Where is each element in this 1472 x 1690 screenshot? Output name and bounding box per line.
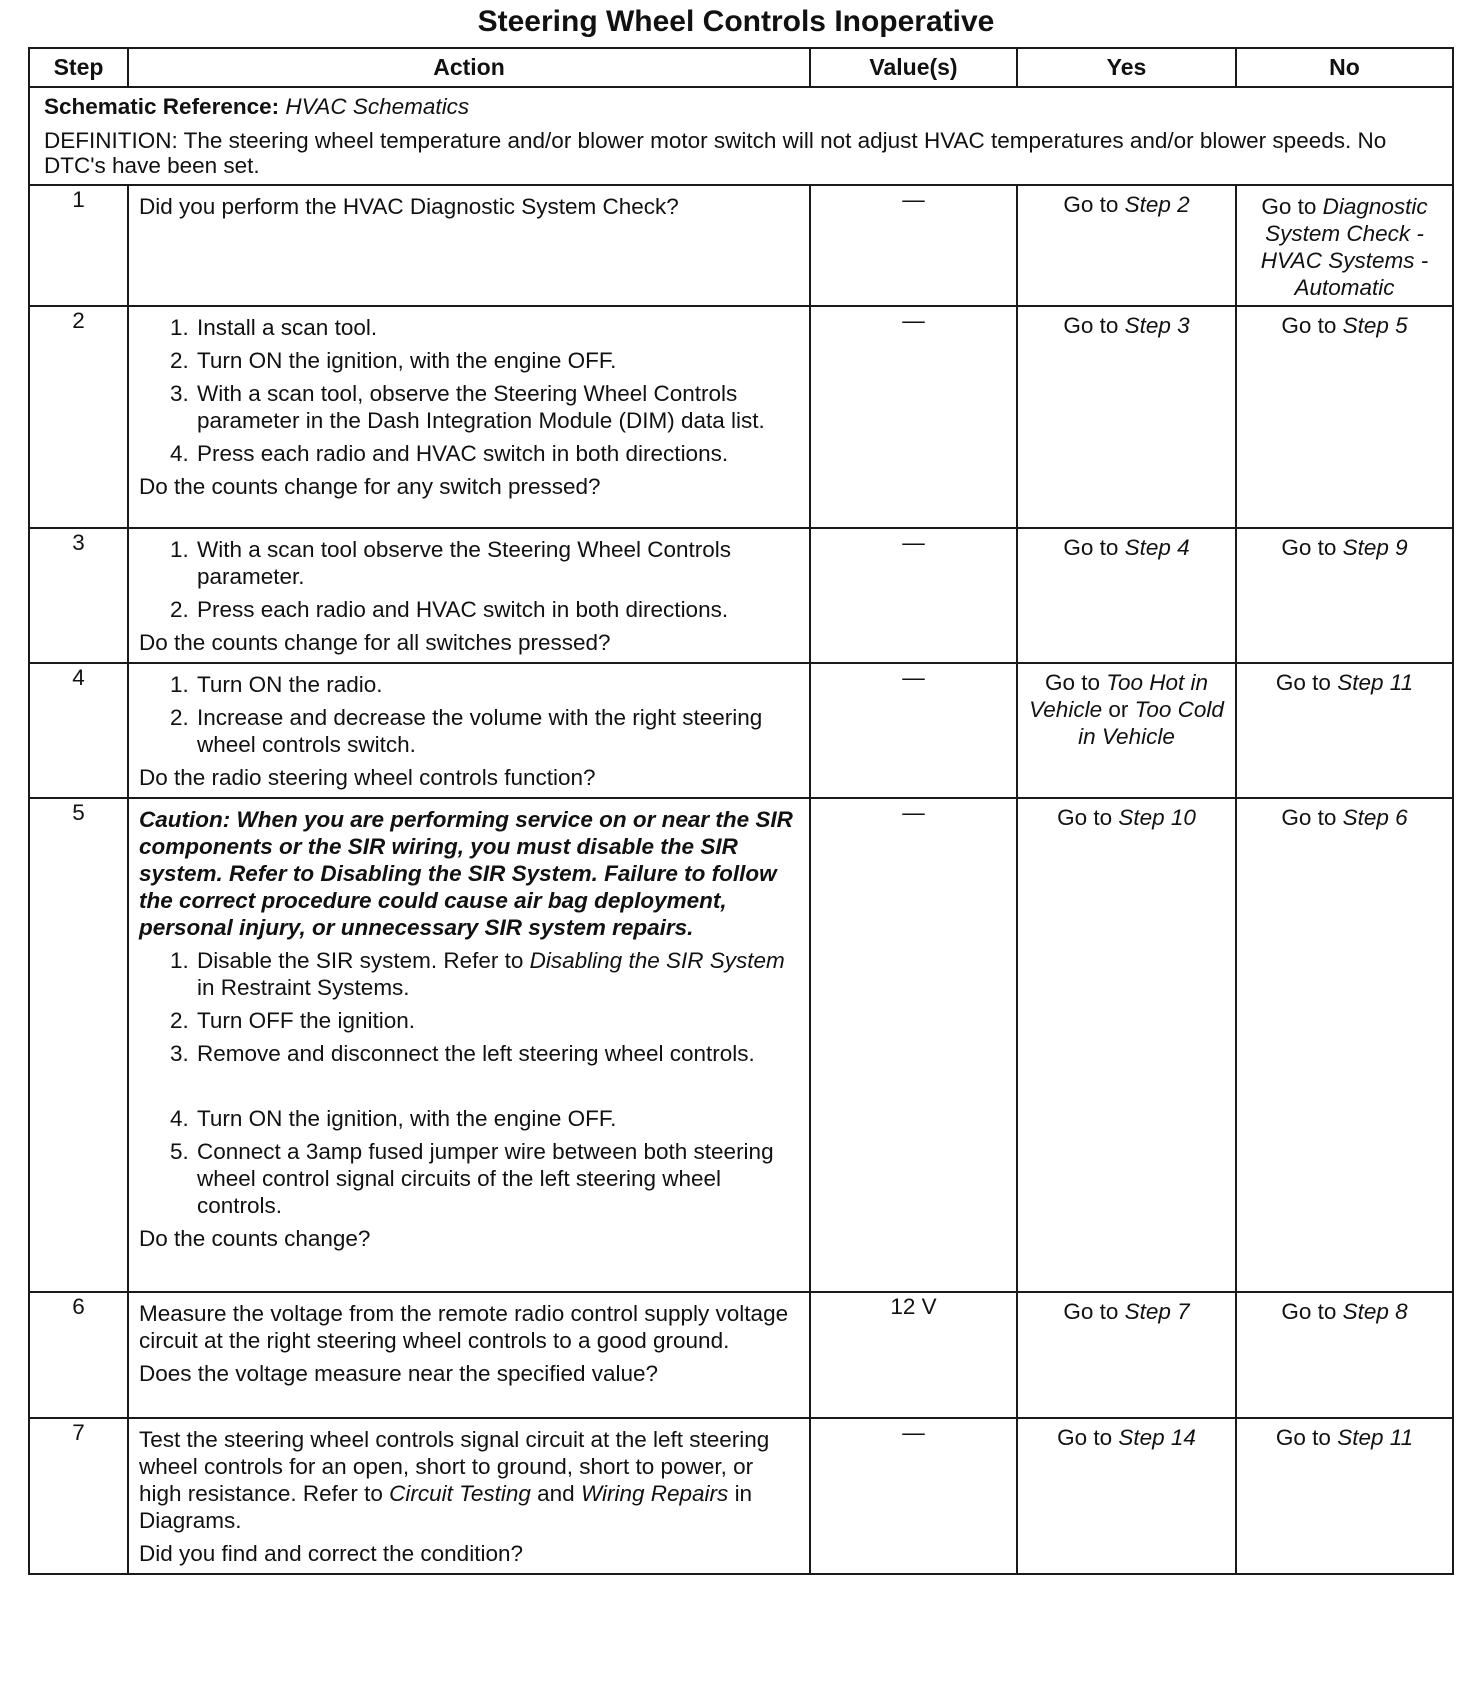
value-cell: —	[810, 306, 1017, 528]
action-question: Do the counts change for any switch pressed?	[139, 474, 601, 499]
action-step: 3. Remove and disconnect the left steering wheel controls.	[195, 1040, 799, 1067]
table-row	[29, 798, 1453, 1292]
step-number: 2	[29, 306, 128, 528]
value-cell: 12 V	[810, 1292, 1017, 1418]
step-number: 1	[29, 185, 128, 306]
action-steps	[139, 536, 799, 623]
action-steps	[139, 671, 799, 758]
no-cell[interactable]	[1236, 1292, 1453, 1418]
action-text-part: in Diagrams.	[139, 1481, 753, 1533]
go-to-label: Go to	[1261, 194, 1317, 219]
header-action: Action	[128, 48, 810, 87]
header-yes: Yes	[1017, 48, 1236, 87]
procedure-link[interactable]: Disabling the SIR System	[529, 948, 785, 973]
table-row	[29, 1292, 1453, 1418]
no-cell[interactable]	[1236, 528, 1453, 663]
action-step-text: Disable the SIR system. Refer to	[197, 948, 524, 973]
action-step: 2. Increase and decrease the volume with the right steering wheel controls switch.	[195, 704, 799, 758]
yes-cell[interactable]	[1017, 1292, 1236, 1418]
value-cell: —	[810, 528, 1017, 663]
no-target[interactable]: Step 8	[1342, 1299, 1408, 1324]
go-to-label: Go to	[1281, 313, 1337, 338]
action-step: 2. Turn ON the ignition, with the engine OFF.	[195, 347, 799, 374]
header-values: Value(s)	[810, 48, 1017, 87]
reference-row	[29, 87, 1453, 185]
diagnostic-table	[28, 47, 1454, 1575]
go-to-label: Go to	[1063, 1299, 1119, 1324]
value-cell: —	[810, 663, 1017, 798]
step-number: 6	[29, 1292, 128, 1418]
go-to-label: Go to	[1275, 1425, 1331, 1450]
yes-cell[interactable]	[1017, 528, 1236, 663]
action-question: Did you perform the HVAC Diagnostic System Check?	[139, 194, 679, 219]
definition-text: DEFINITION: The steering wheel temperature and/or blower motor switch will not adjust HVAC temperatures and/or blower speeds. No DTC's have been set.	[44, 128, 1387, 178]
yes-target-alt[interactable]: Too Cold in Vehicle	[1078, 697, 1224, 749]
schematic-reference-link[interactable]: HVAC Schematics	[285, 94, 470, 119]
action-question: Did you find and correct the condition?	[139, 1541, 523, 1566]
or-label: or	[1108, 697, 1129, 722]
value-cell: —	[810, 185, 1017, 306]
go-to-label: Go to	[1063, 313, 1119, 338]
go-to-label: Go to	[1063, 535, 1119, 560]
action-question: Do the counts change?	[139, 1226, 371, 1251]
go-to-label: Go to	[1281, 1299, 1337, 1324]
action-steps	[139, 947, 799, 1219]
action-cell	[128, 528, 810, 663]
value-cell: —	[810, 798, 1017, 1292]
yes-cell[interactable]	[1017, 1418, 1236, 1574]
action-step: 3. With a scan tool, observe the Steering Wheel Controls parameter in the Dash Integration Module (DIM) data list.	[195, 380, 799, 434]
no-target[interactable]: Step 6	[1342, 805, 1408, 830]
no-cell[interactable]	[1236, 798, 1453, 1292]
action-text-part: Test the steering wheel controls signal circuit at the left steering wheel controls for an open, short to ground, short to power, or high resistance. Refer to	[139, 1427, 770, 1506]
header-row	[29, 48, 1453, 87]
table-row	[29, 185, 1453, 306]
yes-target[interactable]: Step 4	[1124, 535, 1190, 560]
yes-target[interactable]: Step 2	[1124, 192, 1190, 217]
table-row	[29, 306, 1453, 528]
no-cell[interactable]	[1236, 185, 1453, 306]
step-number: 3	[29, 528, 128, 663]
action-step	[195, 947, 799, 1001]
yes-cell[interactable]	[1017, 306, 1236, 528]
action-cell	[128, 306, 810, 528]
step-number: 4	[29, 663, 128, 798]
yes-target[interactable]: Step 3	[1124, 313, 1190, 338]
schematic-reference	[44, 94, 1440, 119]
header-no: No	[1236, 48, 1453, 87]
action-text	[139, 1426, 799, 1534]
value-cell: —	[810, 1418, 1017, 1574]
go-to-label: Go to	[1275, 670, 1331, 695]
yes-cell[interactable]	[1017, 663, 1236, 798]
action-cell	[128, 1292, 810, 1418]
action-step: 2. Press each radio and HVAC switch in both directions.	[195, 596, 799, 623]
page-title: Steering Wheel Controls Inoperative	[477, 5, 995, 38]
table-row	[29, 1418, 1453, 1574]
yes-cell[interactable]	[1017, 798, 1236, 1292]
action-cell	[128, 185, 810, 306]
yes-cell[interactable]	[1017, 185, 1236, 306]
action-steps	[139, 314, 799, 467]
no-target[interactable]: Step 11	[1337, 670, 1414, 695]
yes-target[interactable]: Too Hot in Vehicle	[1029, 670, 1209, 722]
action-question: Do the counts change for all switches pressed?	[139, 630, 611, 655]
no-target[interactable]: Diagnostic System Check - HVAC Systems - Automatic	[1260, 194, 1429, 300]
action-step: 5. Connect a 3amp fused jumper wire between both steering wheel control signal circuits of the left steering wheel controls.	[195, 1138, 799, 1219]
go-to-label: Go to	[1281, 535, 1337, 560]
action-cell	[128, 1418, 810, 1574]
schematic-reference-label: Schematic Reference:	[44, 94, 280, 119]
action-cell	[128, 798, 810, 1292]
go-to-label: Go to	[1057, 805, 1113, 830]
action-step: 2. Turn OFF the ignition.	[195, 1007, 799, 1034]
action-step: 1. Install a scan tool.	[195, 314, 799, 341]
go-to-label: Go to	[1057, 1425, 1113, 1450]
procedure-link[interactable]: Circuit Testing	[389, 1481, 531, 1506]
table-row	[29, 663, 1453, 798]
no-cell[interactable]	[1236, 1418, 1453, 1574]
yes-target[interactable]: Step 10	[1118, 805, 1196, 830]
action-question: Does the voltage measure near the specified value?	[139, 1361, 659, 1386]
no-target[interactable]: Step 11	[1337, 1425, 1414, 1450]
go-to-label: Go to	[1044, 670, 1101, 695]
step-number: 7	[29, 1418, 128, 1574]
yes-target[interactable]: Step 7	[1124, 1299, 1190, 1324]
go-to-label: Go to	[1281, 805, 1337, 830]
action-step: 4. Turn ON the ignition, with the engine OFF.	[195, 1105, 799, 1132]
step-number: 5	[29, 798, 128, 1292]
no-target[interactable]: Step 5	[1342, 313, 1408, 338]
action-question: Do the radio steering wheel controls function?	[139, 765, 596, 790]
action-step: 1. Turn ON the radio.	[195, 671, 799, 698]
yes-target[interactable]: Step 14	[1118, 1425, 1196, 1450]
action-step-text: in Restraint Systems.	[197, 975, 410, 1000]
table-row	[29, 528, 1453, 663]
no-cell[interactable]	[1236, 306, 1453, 528]
procedure-link[interactable]: Wiring Repairs	[580, 1481, 729, 1506]
no-cell[interactable]	[1236, 663, 1453, 798]
reference-cell	[29, 87, 1453, 185]
and-label: and	[537, 1481, 575, 1506]
action-text: Measure the voltage from the remote radio control supply voltage circuit at the right steering wheel controls to a good ground.	[139, 1301, 789, 1353]
caution-text: Caution: When you are performing service on or near the SIR components or the SIR wiring, you must disable the SIR system. Refer to Disabling the SIR System. Failure to follow the correct procedure could cause air bag deployment, personal injury, or unnecessary SIR system repairs.	[139, 807, 793, 940]
no-target[interactable]: Step 9	[1342, 535, 1408, 560]
action-step: 1. With a scan tool observe the Steering Wheel Controls parameter.	[195, 536, 799, 590]
action-cell	[128, 663, 810, 798]
action-step: 4. Press each radio and HVAC switch in both directions.	[195, 440, 799, 467]
go-to-label: Go to	[1063, 192, 1119, 217]
header-step: Step	[29, 48, 128, 87]
